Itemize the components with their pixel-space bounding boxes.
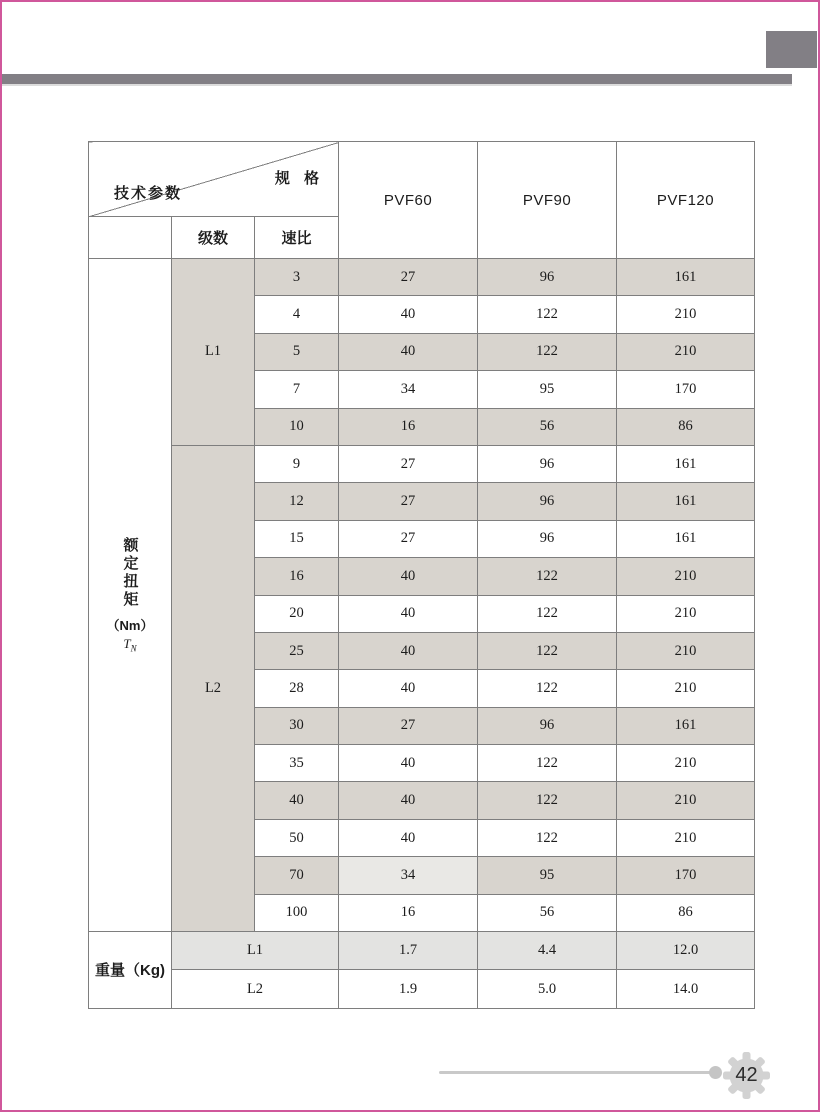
- weight-value-cell: 4.4: [478, 932, 617, 970]
- spec-table: [88, 141, 755, 1009]
- value-cell: 161: [617, 259, 755, 296]
- blank-header-cell: [89, 217, 172, 259]
- torque-unit: （Nm）: [106, 617, 154, 633]
- value-cell: 27: [339, 483, 478, 520]
- page-number: 42: [735, 1064, 758, 1086]
- value-cell: 86: [617, 894, 755, 931]
- value-cell: 40: [339, 745, 478, 782]
- torque-label-cell: [89, 259, 172, 932]
- ratio-cell: 100: [255, 894, 339, 931]
- value-cell: 34: [339, 371, 478, 408]
- page-number-gear: [722, 1051, 771, 1100]
- value-cell: 122: [478, 595, 617, 632]
- value-cell: 122: [478, 782, 617, 819]
- value-cell: 27: [339, 707, 478, 744]
- value-cell: 34: [339, 857, 478, 894]
- value-cell: 210: [617, 745, 755, 782]
- column-header-pvf90: PVF90: [478, 142, 617, 259]
- torque-symbol: $T_N$: [123, 635, 137, 654]
- value-cell: 95: [478, 371, 617, 408]
- weight-value-cell: 1.7: [339, 932, 478, 970]
- ratio-cell: 12: [255, 483, 339, 520]
- ratio-cell: 28: [255, 670, 339, 707]
- torque-title: 额定扭矩: [121, 536, 139, 609]
- ratio-cell: 5: [255, 333, 339, 370]
- value-cell: 40: [339, 595, 478, 632]
- value-cell: 161: [617, 445, 755, 482]
- value-cell: 96: [478, 520, 617, 557]
- ratio-cell: 35: [255, 745, 339, 782]
- value-cell: 210: [617, 670, 755, 707]
- corner-header-cell: [89, 142, 339, 217]
- weight-value-cell: 5.0: [478, 970, 617, 1008]
- value-cell: 210: [617, 558, 755, 595]
- value-cell: 122: [478, 296, 617, 333]
- ratio-cell: 3: [255, 259, 339, 296]
- weight-value-cell: 12.0: [617, 932, 755, 970]
- value-cell: 210: [617, 632, 755, 669]
- column-header-pvf60: PVF60: [339, 142, 478, 259]
- value-cell: 56: [478, 894, 617, 931]
- value-cell: 16: [339, 894, 478, 931]
- value-cell: 170: [617, 371, 755, 408]
- ratio-cell: 70: [255, 857, 339, 894]
- stage-group-l1: L1: [172, 259, 255, 446]
- value-cell: 122: [478, 745, 617, 782]
- value-cell: 122: [478, 819, 617, 856]
- value-cell: 86: [617, 408, 755, 445]
- header-accent-square: [766, 31, 817, 68]
- weight-value-cell: 14.0: [617, 970, 755, 1008]
- corner-spec-label: 规 格: [274, 170, 325, 187]
- ratio-cell: 20: [255, 595, 339, 632]
- ratio-cell: 7: [255, 371, 339, 408]
- value-cell: 96: [478, 259, 617, 296]
- ratio-cell: 9: [255, 445, 339, 482]
- value-cell: 210: [617, 595, 755, 632]
- value-cell: 27: [339, 445, 478, 482]
- ratio-cell: 15: [255, 520, 339, 557]
- weight-value-cell: 1.9: [339, 970, 478, 1008]
- value-cell: 96: [478, 707, 617, 744]
- value-cell: 161: [617, 707, 755, 744]
- value-cell: 210: [617, 296, 755, 333]
- ratio-cell: 40: [255, 782, 339, 819]
- stages-header: 级数: [172, 217, 255, 259]
- value-cell: 210: [617, 333, 755, 370]
- ratio-cell: 10: [255, 408, 339, 445]
- value-cell: 40: [339, 632, 478, 669]
- value-cell: 96: [478, 483, 617, 520]
- value-cell: 122: [478, 333, 617, 370]
- ratio-header: 速比: [255, 217, 339, 259]
- weight-stage-l2: L2: [172, 970, 339, 1008]
- torque-label: [89, 537, 171, 654]
- weight-label-cell: 重量（Kg): [89, 932, 172, 1009]
- corner-params-label: 技术参数: [114, 185, 183, 202]
- value-cell: 40: [339, 296, 478, 333]
- ratio-cell: 16: [255, 558, 339, 595]
- stage-group-l2: L2: [172, 445, 255, 931]
- value-cell: 95: [478, 857, 617, 894]
- value-cell: 210: [617, 782, 755, 819]
- value-cell: 40: [339, 782, 478, 819]
- weight-stage-l1: L1: [172, 932, 339, 970]
- column-header-pvf120: PVF120: [617, 142, 755, 259]
- value-cell: 170: [617, 857, 755, 894]
- value-cell: 40: [339, 558, 478, 595]
- value-cell: 161: [617, 483, 755, 520]
- value-cell: 27: [339, 259, 478, 296]
- value-cell: 122: [478, 632, 617, 669]
- value-cell: 56: [478, 408, 617, 445]
- value-cell: 210: [617, 819, 755, 856]
- value-cell: 40: [339, 333, 478, 370]
- header-rule-bar: [2, 74, 792, 86]
- footer-dot: [709, 1066, 722, 1079]
- value-cell: 122: [478, 670, 617, 707]
- ratio-cell: 25: [255, 632, 339, 669]
- value-cell: 27: [339, 520, 478, 557]
- value-cell: 122: [478, 558, 617, 595]
- value-cell: 40: [339, 819, 478, 856]
- value-cell: 16: [339, 408, 478, 445]
- ratio-cell: 50: [255, 819, 339, 856]
- value-cell: 40: [339, 670, 478, 707]
- footer-rule-line: [439, 1071, 715, 1074]
- value-cell: 161: [617, 520, 755, 557]
- value-cell: 96: [478, 445, 617, 482]
- ratio-cell: 4: [255, 296, 339, 333]
- ratio-cell: 30: [255, 707, 339, 744]
